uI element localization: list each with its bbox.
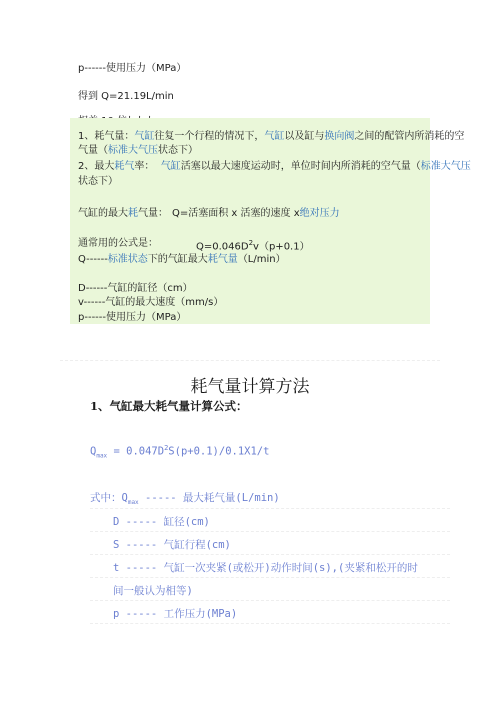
bore-definition: D ----- 缸径(cm) bbox=[113, 516, 210, 528]
result-line: 得到 Q=21.19L/min bbox=[78, 91, 174, 102]
time-definition: t ----- 气缸一次夹紧(或松开)动作时间(s),(夹紧和松开的时 bbox=[113, 562, 418, 574]
main-formula: $Q_{max} = 0.047D^2S(p+0.1)/0.1X1/t$ bbox=[90, 444, 270, 460]
max-consumption-formula: Q=活塞面积 x 活塞的速度 x绝对压力 bbox=[172, 208, 340, 219]
section-title: 耗气量计算方法 bbox=[190, 377, 310, 397]
guide-line-6 bbox=[90, 623, 450, 624]
v-definition: v------气缸的最大速度（mm/s） bbox=[78, 297, 224, 308]
p-definition: p------使用压力（MPa） bbox=[78, 312, 187, 323]
guide-line-3 bbox=[90, 554, 450, 555]
time-definition-cont: 间一般认为相等) bbox=[113, 585, 193, 597]
guide-line-1 bbox=[90, 508, 450, 509]
divider bbox=[60, 360, 440, 361]
d-definition: D------气缸的缸径（cm） bbox=[78, 283, 193, 294]
definition-2-cont: 状态下） bbox=[78, 176, 118, 187]
stroke-definition: S ----- 气缸行程(cm) bbox=[113, 539, 231, 551]
pressure-line-top: p------使用压力（MPa） bbox=[78, 63, 187, 74]
definition-2: 2、最大耗气率： 气缸活塞以最大速度运动时，单位时间内所消耗的空气量（标准大气压 bbox=[78, 161, 471, 172]
pressure-definition: p ----- 工作压力(MPa) bbox=[113, 608, 238, 620]
definition-1: 1、耗气量：气缸往复一个行程的情况下，气缸以及缸与换向阀之间的配管内所消耗的空 bbox=[78, 131, 465, 142]
guide-line-4 bbox=[90, 577, 450, 578]
guide-line-5 bbox=[90, 600, 450, 601]
section-subtitle: 1、气缸最大耗气量计算公式： bbox=[90, 399, 248, 413]
common-formula: $Q=0.046D^2v(p+0.1)$ bbox=[196, 239, 310, 253]
qmax-definition: 式中：$Q_{max}$ ----- 最大耗气量(L/min) bbox=[90, 492, 280, 507]
common-formula-label: 通常用的公式是： bbox=[78, 238, 158, 249]
q-definition: Q------标准状态下的气缸最大耗气量（L/min） bbox=[78, 254, 286, 265]
max-consumption-line: 气缸的最大耗气量： bbox=[78, 208, 168, 219]
guide-line-2 bbox=[90, 531, 450, 532]
definition-1-cont: 气量（标准大气压状态下） bbox=[78, 145, 198, 156]
